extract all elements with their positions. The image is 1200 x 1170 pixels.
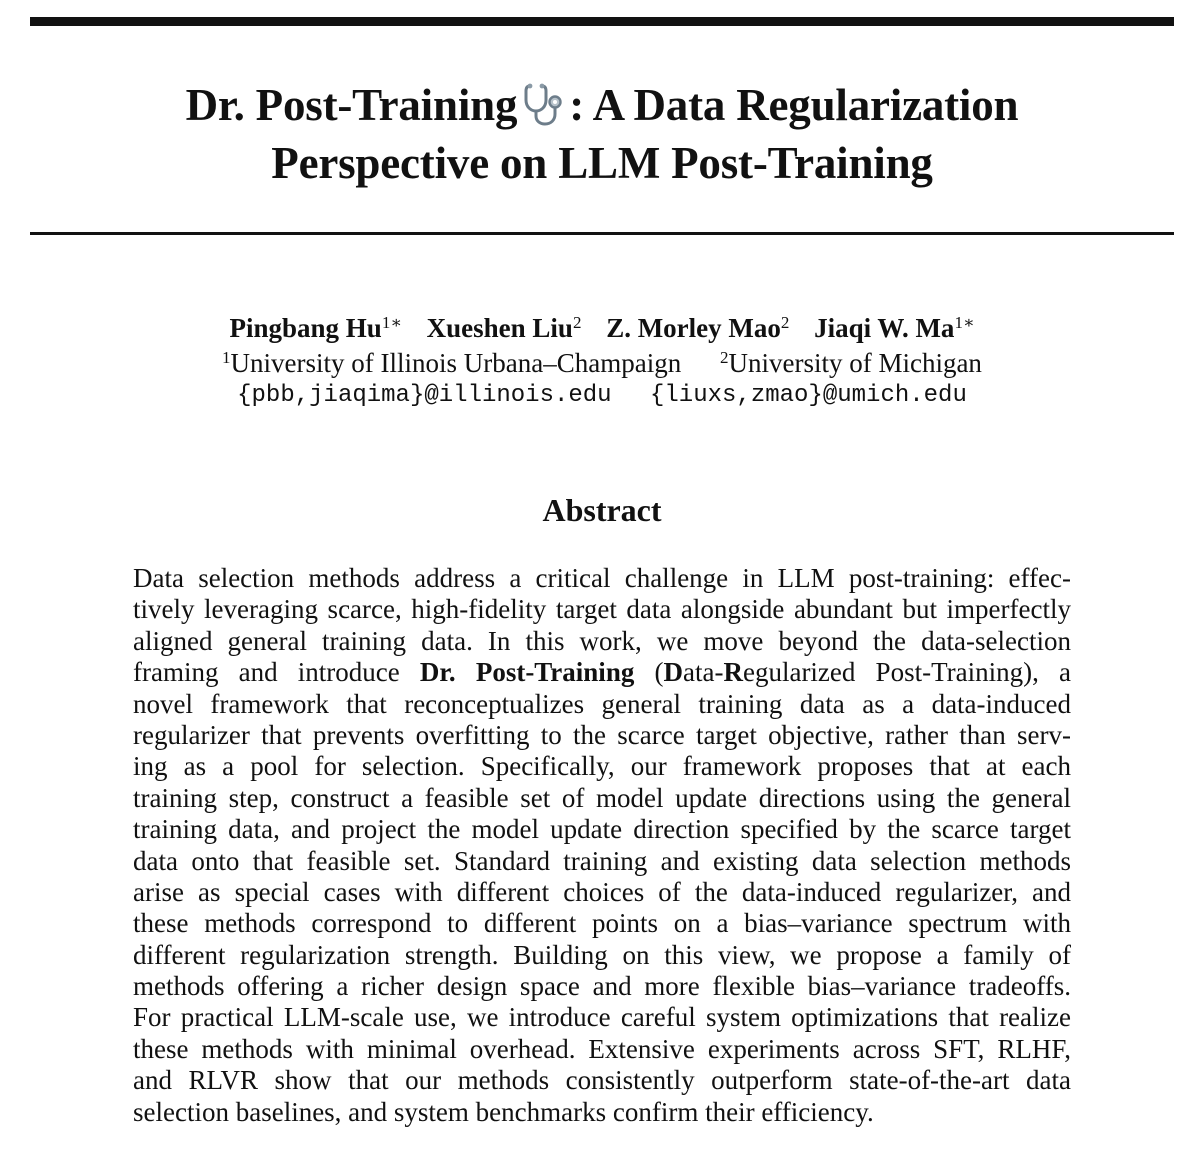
- abstract-line: training data, and project the model update direction specified by the scarce target: [133, 814, 1071, 845]
- author-affiliation-mark: 1∗: [954, 313, 975, 332]
- abstract-line: regularizer that prevents overfitting to the scarce target objective, rather than serv-: [133, 719, 1071, 750]
- author-name: [606, 312, 789, 344]
- author-list: [30, 312, 1174, 344]
- top-rule: [30, 17, 1174, 26]
- abstract-line: these methods with minimal overhead. Extensive experiments across SFT, RLHF,: [133, 1033, 1071, 1064]
- abstract-text: framing and introduce: [133, 657, 420, 688]
- abstract-line: [133, 657, 1071, 688]
- affiliation-name: University of Michigan: [728, 348, 982, 378]
- abstract-line: ing as a pool for selection. Specifically, our framework proposes that at each: [133, 751, 1071, 782]
- acronym-letter: D: [663, 657, 683, 688]
- affiliation: [222, 347, 681, 379]
- abstract-text: (: [634, 657, 664, 688]
- author-name: [230, 312, 402, 344]
- author-name-text: Z. Morley Mao: [606, 313, 781, 343]
- method-name: Dr. Post-Training: [419, 657, 635, 688]
- email-address: {pbb,jiaqima}@illinois.edu: [237, 382, 612, 409]
- title-line2: Perspective on LLM Post-Training: [271, 138, 933, 188]
- abstract-line: tively leveraging scarce, high-fidelity target data alongside abundant but imperfectly: [133, 594, 1071, 625]
- abstract-line: different regularization strength. Building on this view, we propose a family of: [133, 939, 1071, 970]
- abstract-line: and RLVR show that our methods consistently outperform state-of-the-art data: [133, 1065, 1071, 1096]
- affiliation-name: University of Illinois Urbana–Champaign: [230, 348, 682, 378]
- abstract-line: aligned general training data. In this work, we move beyond the data-selection: [133, 625, 1071, 656]
- abstract-line: data onto that feasible set. Standard training and existing data selection methods: [133, 845, 1071, 876]
- abstract-line: arise as special cases with different choices of the data-induced regularizer, and: [133, 876, 1071, 907]
- abstract-line: methods offering a richer design space and more flexible bias–variance tradeoffs.: [133, 971, 1071, 1002]
- abstract-body: [133, 563, 1071, 1128]
- paper-title: [30, 76, 1174, 192]
- affiliation-list: [30, 347, 1174, 379]
- abstract-text: ata-: [683, 657, 724, 688]
- acronym-letter: R: [723, 657, 743, 688]
- author-name-text: Pingbang Hu: [229, 313, 382, 343]
- abstract-heading: Abstract: [542, 492, 662, 528]
- stethoscope-icon: [521, 82, 567, 126]
- abstract-text: egularized Post-Training), a: [742, 657, 1071, 688]
- affiliation-mark: 2: [719, 348, 729, 367]
- author-name-text: Xueshen Liu: [426, 313, 573, 343]
- email-address: {liuxs,zmao}@umich.edu: [650, 382, 967, 409]
- bottom-rule: [30, 232, 1174, 235]
- author-name: [427, 312, 582, 344]
- affiliation-mark: 1: [222, 348, 231, 367]
- author-affiliation-mark: 2: [780, 313, 790, 332]
- abstract-line: novel framework that reconceptualizes general training data as a data-induced: [133, 688, 1071, 719]
- author-name-text: Jiaqi W. Ma: [814, 313, 955, 343]
- author-name: [814, 312, 974, 344]
- author-affiliation-mark: 2: [572, 313, 582, 332]
- abstract-line: these methods correspond to different points on a bias–variance spectrum with: [133, 908, 1071, 939]
- abstract-line: For practical LLM-scale use, we introduce careful system optimizations that realize: [133, 1002, 1071, 1033]
- abstract-line: Data selection methods address a critical challenge in LLM post-training: effec-: [133, 563, 1071, 593]
- title-part1: Dr. Post-Training: [185, 80, 518, 130]
- title-part2: : A Data Regularization: [569, 80, 1019, 130]
- email-list: [30, 380, 1174, 412]
- abstract-line: training step, construct a feasible set of model update directions using the general: [133, 782, 1071, 813]
- affiliation: [720, 347, 982, 379]
- abstract-line: selection baselines, and system benchmarks confirm their efficiency.: [133, 1096, 874, 1127]
- author-affiliation-mark: 1∗: [381, 313, 402, 332]
